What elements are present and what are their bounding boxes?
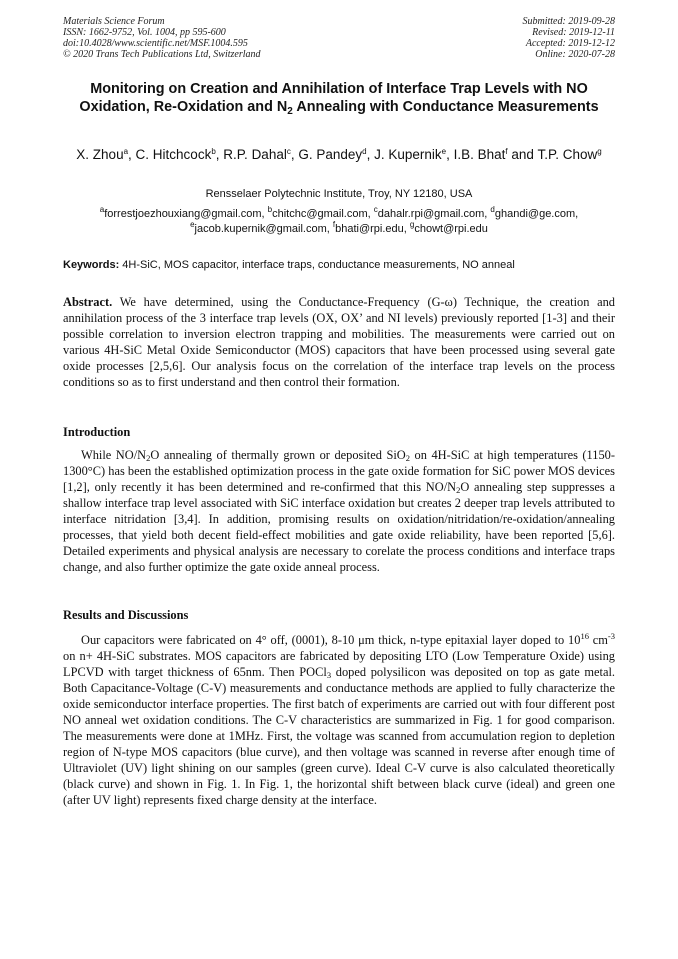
- submission-dates: [523, 16, 616, 60]
- email-separator: ,: [403, 223, 410, 235]
- email-mark: d: [490, 205, 495, 214]
- subscript: 2: [456, 485, 461, 495]
- email-list: [63, 207, 615, 237]
- author: J. Kupernik: [374, 147, 442, 162]
- author-mark: b: [211, 147, 216, 156]
- author: I.B. Bhat: [453, 147, 506, 162]
- email-mark: g: [409, 220, 415, 229]
- superscript: 16: [580, 631, 589, 641]
- section-heading-introduction: Introduction: [63, 425, 131, 439]
- author-separator: ,: [128, 147, 136, 162]
- journal-name: Materials Science Forum: [63, 16, 165, 27]
- text-run: O annealing step suppresses a shallow interface trap level associated with SiC interface oxidation but creates 2 deeper trap levels attributed to interface nitridation [3,4]. In addition, promising results on oxidation/nitridation/re-oxidation/annealing processes, that yield both decent field-effect mobilities and gate oxide reliability, have been reported [5,6]. Detailed experiments and physical analysis are necessary to corelate the process conditions and interface traps change, and also further optimize the gate oxide anneal process.: [63, 480, 615, 574]
- author-mark: f: [505, 147, 508, 156]
- author-separator: ,: [290, 147, 299, 162]
- superscript: -3: [607, 631, 615, 641]
- email-link[interactable]: forrestjoezhouxiang@gmail.com: [104, 208, 262, 220]
- subscript: 2: [146, 453, 151, 463]
- author-mark: g: [597, 147, 602, 156]
- results-body: [63, 632, 615, 808]
- subscript: 3: [326, 670, 332, 680]
- date-revised: Revised: 2019-12-11: [532, 27, 615, 38]
- title-text-end: Annealing with Conductance Measurements: [292, 99, 599, 115]
- author: R.P. Dahal: [223, 147, 287, 162]
- text-run: cm: [588, 633, 608, 647]
- author: X. Zhou: [76, 147, 124, 162]
- text-run: O annealing of thermally grown or deposited SiO: [150, 448, 406, 462]
- journal-copyright: © 2020 Trans Tech Publications Ltd, Switzerland: [63, 49, 261, 60]
- abstract-text: We have determined, using the Conductance-Frequency (G-ω) Technique, the creation and annihilation process of the 3 interface trap levels (OX, OX’ and NI levels) previously reported [1-3] and their possible correlation to inversion electron trapping and mobilities. The measurements were carried out on various 4H-SiC Metal Oxide Semiconductor (MOS) capacitors that have been processed using several gate oxide processes [2,5,6]. Our analysis focus on the correlation of the interface trap levels on the process conditions so as to first understand and then control their formation.: [63, 295, 615, 389]
- email-link[interactable]: jacob.kupernik@gmail.com: [194, 223, 327, 235]
- introduction-paragraph: [63, 447, 615, 575]
- email-link[interactable]: bhati@rpi.edu: [335, 223, 404, 235]
- author-separator: ,: [366, 147, 375, 162]
- author-mark: a: [123, 147, 129, 156]
- email-mark: a: [99, 205, 105, 214]
- email-link[interactable]: chitchc@gmail.com: [272, 208, 368, 220]
- author: G. Pandey: [298, 147, 363, 162]
- paper-title: [63, 80, 615, 116]
- email-separator: ,: [367, 208, 374, 220]
- email-link[interactable]: ghandi@ge.com: [494, 208, 576, 220]
- author: C. Hitchcock: [135, 147, 212, 162]
- date-accepted: Accepted: 2019-12-12: [525, 38, 615, 49]
- journal-info: [63, 16, 261, 60]
- title-subscript: 2: [287, 106, 293, 117]
- email-separator: ,: [575, 208, 579, 220]
- author-separator: and: [507, 147, 538, 162]
- abstract: [63, 294, 615, 390]
- email-separator: ,: [326, 223, 333, 235]
- email-separator: ,: [261, 208, 268, 220]
- author-list: [63, 146, 615, 164]
- text-run: doped polysilicon was deposited on top as gate metal. Both Capacitance-Voltage (C-V) measurements and conductance methods are applied to fully characterize the oxide semiconductor interface properties. The first batch of experiments are carried out with four different post NO anneal wet oxidation conditions. The C-V characteristics are summarized in Fig. 1 for good comparison. The measurements were done at 1MHz. First, the voltage was scanned from accumulation region to depletion region of N-type MOS capacitors (blue curve), and then voltage was scanned in reverse after enough time of Ultraviolet (UV) light shining on our samples (green curve). Ideal C-V curve is also calculated theoretically (black curve) and shown in Fig. 1. In Fig. 1, the horizontal shift between black curve (ideal) and green one (after UV light) represents fixed charge density at the interface.: [63, 665, 615, 807]
- email-mark: b: [267, 205, 273, 214]
- introduction-body: [63, 447, 615, 575]
- keywords: [63, 258, 615, 272]
- abstract-label: Abstract.: [63, 295, 113, 309]
- email-link[interactable]: dahalr.rpi@gmail.com: [377, 208, 485, 220]
- email-mark: e: [190, 220, 195, 229]
- author-mark: c: [286, 147, 291, 156]
- journal-issn: ISSN: 1662-9752, Vol. 1004, pp 595-600: [63, 27, 226, 38]
- text-run: on n+ 4H-SiC substrates. MOS capacitors are fabricated by depositing LTO (Low Temperature Oxide) using LPCVD with target thickness of 65nm. Then POCl: [63, 649, 615, 679]
- author: T.P. Chow: [537, 147, 598, 162]
- keywords-text: 4H-SiC, MOS capacitor, interface traps, conductance measurements, NO anneal: [119, 259, 515, 271]
- text-run: While NO/N: [81, 448, 147, 462]
- email-mark: f: [332, 220, 336, 229]
- author-separator: ,: [446, 147, 454, 162]
- keywords-label: Keywords:: [63, 259, 120, 271]
- email-mark: c: [373, 205, 378, 214]
- subscript: 2: [405, 453, 411, 463]
- date-submitted: Submitted: 2019-09-28: [522, 16, 615, 27]
- author-mark: e: [441, 147, 447, 156]
- text-run: Our capacitors were fabricated on 4° off, (0001), 8-10 μm thick, n-type epitaxial layer doped to 10: [81, 633, 581, 647]
- results-paragraph: [63, 632, 615, 808]
- journal-doi: doi:10.4028/www.scientific.net/MSF.1004.595: [63, 38, 248, 49]
- author-mark: d: [362, 147, 367, 156]
- email-separator: ,: [484, 208, 491, 220]
- title-text: Monitoring on Creation and Annihilation of Interface Trap Levels with NO Oxidation, Re-Oxidation and N: [79, 81, 588, 115]
- affiliation: Rensselaer Polytechnic Institute, Troy, NY 12180, USA: [205, 188, 473, 200]
- author-separator: ,: [215, 147, 224, 162]
- text-run: on 4H-SiC at high temperatures (1150-1300°C) has been the established optimization process in the gate oxide formation for SiC power MOS devices [1,2], only recently it has been determined and re-confirmed that this NO/N: [63, 448, 616, 494]
- section-heading-results: Results and Discussions: [63, 608, 189, 622]
- email-link[interactable]: chowt@rpi.edu: [414, 223, 488, 235]
- date-online: Online: 2020-07-28: [535, 49, 615, 60]
